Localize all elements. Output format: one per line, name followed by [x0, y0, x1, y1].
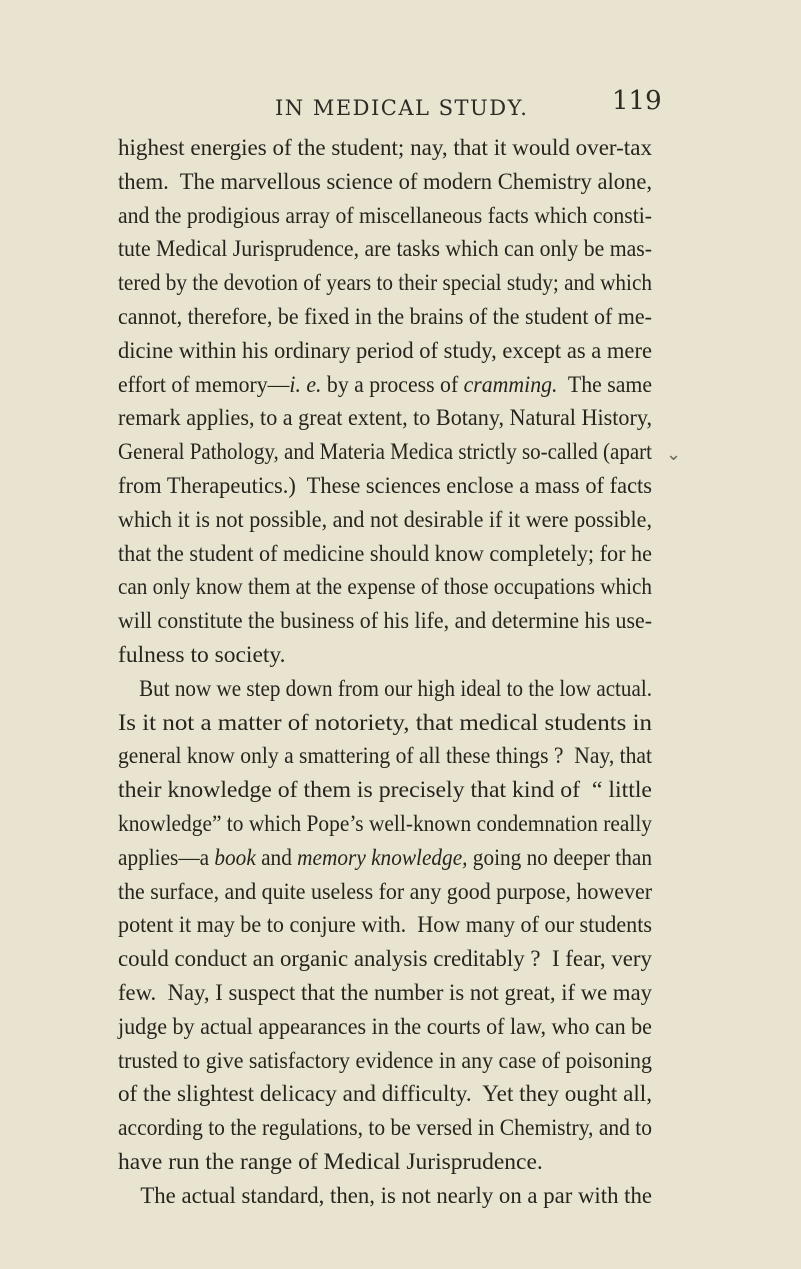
text-line: General Pathology, and Materia Medica strictly so-called (apart: [118, 439, 652, 466]
italic-text: cramming.: [463, 371, 558, 398]
italic-text: i. e.: [289, 371, 322, 398]
text-line: Is it not a matter of notoriety, that medical students in: [118, 709, 653, 736]
text-line: fulness to society.: [118, 642, 286, 668]
page-number: 119: [612, 86, 662, 116]
text-line: judge by actual appearances in the courts of law, who can be: [118, 1013, 652, 1040]
text-line: cannot, therefore, be fixed in the brains of the student of me-: [118, 304, 652, 330]
text-line: according to the regulations, to be versed in Chemistry, and to: [118, 1115, 653, 1142]
text-line: their knowledge of them is precisely that kind of “ little: [118, 777, 652, 804]
italic-text: book: [214, 844, 256, 871]
text-line: dicine within his ordinary period of study, except as a mere: [118, 337, 652, 364]
text-line: which it is not possible, and not desirable if it were possible,: [118, 506, 652, 533]
text-line: tute Medical Jurisprudence, are tasks which can only be mas-: [118, 236, 653, 263]
text-line: effort of memory—i. e. by a process of cramming. The same: [118, 371, 653, 398]
text-line: can only know them at the expense of those occupations which: [118, 574, 653, 601]
text-line: But now we step down from our high ideal to the low actual.: [118, 675, 652, 702]
text-line: from Therapeutics.) These sciences enclose a mass of facts: [118, 473, 653, 499]
italic-text: memory knowledge,: [297, 844, 468, 871]
text-line: The actual standard, then, is not nearly on a par with the: [118, 1182, 652, 1209]
text-line: will constitute the business of his life, and determine his use-: [118, 608, 652, 635]
text-line: remark applies, to a great extent, to Botany, Natural History,: [118, 405, 653, 432]
text-line: potent it may be to conjure with. How many of our students: [118, 912, 652, 939]
text-line: tered by the devotion of years to their special study; and which: [118, 270, 653, 297]
text-line: of the slightest delicacy and difficulty. Yet they ought all,: [118, 1081, 653, 1108]
text-line: applies—a book and memory knowledge, going no deeper than: [118, 844, 652, 871]
running-head: IN MEDICAL STUDY.: [275, 96, 529, 120]
text-line: knowledge” to which Pope’s well-known condemnation really: [118, 811, 653, 837]
text-line: general know only a smattering of all these things ? Nay, that: [118, 743, 652, 770]
text-line: them. The marvellous science of modern Chemistry alone,: [118, 168, 653, 195]
text-line: few. Nay, I suspect that the number is not great, if we may: [118, 980, 652, 1006]
text-line: have run the range of Medical Jurisprudence.: [118, 1149, 543, 1175]
text-line: highest energies of the student; nay, that it would over-tax: [118, 135, 652, 161]
text-line: could conduct an organic analysis creditably ? I fear, very: [118, 946, 652, 973]
margin-mark: ⌄: [666, 444, 682, 465]
text-line: trusted to give satisfactory evidence in any case of poisoning: [118, 1047, 652, 1074]
text-line: that the student of medicine should know completely; for he: [118, 540, 652, 567]
text-line: the surface, and quite useless for any good purpose, however: [118, 878, 653, 905]
text-line: and the prodigious array of miscellaneous facts which consti-: [118, 202, 653, 229]
